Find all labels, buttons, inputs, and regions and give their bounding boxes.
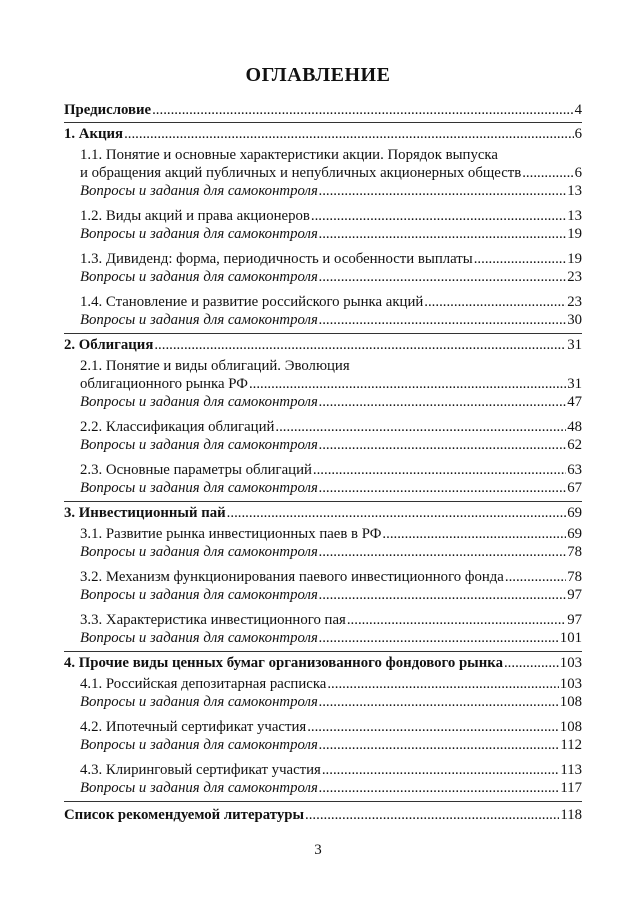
toc-subsection-label: 1.3. Дивиденд: форма, периодичность и особенности выплаты — [80, 251, 473, 267]
leader-dots — [319, 543, 566, 561]
toc-row-subsection[interactable] — [80, 164, 582, 182]
toc-subsection-page: 113 — [560, 762, 582, 778]
toc-subsection-label: 4.2. Ипотечный сертификат участия — [80, 719, 307, 735]
toc-row-questions[interactable] — [80, 436, 582, 454]
leader-dots — [154, 336, 566, 354]
toc-subsection-line1[interactable]: 2.1. Понятие и виды облигаций. Эволюция — [80, 358, 350, 374]
toc-subsection-page: 6 — [574, 165, 582, 181]
toc-row-subsection[interactable] — [80, 418, 582, 436]
toc-row-subsection[interactable] — [80, 250, 582, 268]
toc-subsection-label: 3.3. Характеристика инвестиционного пая — [80, 612, 346, 628]
table-of-contents — [64, 99, 582, 827]
toc-section-page: 31 — [567, 337, 582, 353]
leader-dots — [319, 479, 566, 497]
leader-dots — [424, 293, 566, 311]
toc-section-3 — [64, 502, 582, 652]
leader-dots — [504, 654, 559, 672]
toc-subsection-page: 78 — [567, 569, 582, 585]
toc-subsection-label: облигационного рынка РФ — [80, 376, 248, 392]
toc-questions-page: 62 — [567, 437, 582, 453]
toc-row-subsection[interactable] — [80, 718, 582, 736]
toc-row-subsection[interactable] — [80, 611, 582, 629]
toc-section-label: 4. Прочие виды ценных бумаг организованного фондового рынка — [64, 655, 503, 671]
toc-questions-label: Вопросы и задания для самоконтроля — [80, 694, 318, 710]
toc-row-preface[interactable] — [64, 99, 582, 122]
toc-subsection-line1[interactable]: 1.1. Понятие и основные характеристики акции. Порядок выпуска — [80, 147, 498, 163]
toc-row-subsection[interactable] — [80, 761, 582, 779]
toc-row-questions[interactable] — [80, 225, 582, 243]
toc-section-page: 69 — [567, 505, 582, 521]
toc-row-subsection[interactable] — [80, 675, 582, 693]
toc-row-questions[interactable] — [80, 629, 582, 647]
toc-row-questions[interactable] — [80, 736, 582, 754]
toc-section-2 — [64, 334, 582, 502]
leader-dots — [319, 311, 566, 329]
toc-questions-page: 112 — [560, 737, 582, 753]
toc-subsection-label: 3.1. Развитие рынка инвестиционных паев в РФ — [80, 526, 382, 542]
toc-section-label: 2. Облигация — [64, 337, 154, 353]
leader-dots — [319, 182, 566, 200]
toc-subsection-label: 2.2. Классификация облигаций — [80, 419, 275, 435]
toc-questions-label: Вопросы и задания для самоконтроля — [80, 544, 318, 560]
toc-questions-page: 47 — [567, 394, 582, 410]
toc-literature-page: 118 — [560, 807, 582, 823]
toc-row-section-3[interactable] — [64, 502, 582, 525]
leader-dots — [319, 225, 566, 243]
toc-questions-label: Вопросы и задания для самоконтроля — [80, 312, 318, 328]
toc-questions-label: Вопросы и задания для самоконтроля — [80, 737, 318, 753]
toc-subsection-1-4 — [80, 293, 582, 333]
leader-dots — [249, 375, 566, 393]
toc-subsection-page: 31 — [567, 376, 582, 392]
toc-questions-label: Вопросы и задания для самоконтроля — [80, 394, 318, 410]
toc-row-questions[interactable] — [80, 693, 582, 711]
toc-questions-label: Вопросы и задания для самоконтроля — [80, 780, 318, 796]
toc-row-section-1[interactable] — [64, 123, 582, 146]
toc-subsection-label: 4.1. Российская депозитарная расписка — [80, 676, 327, 692]
toc-questions-label: Вопросы и задания для самоконтроля — [80, 226, 318, 242]
toc-row-literature[interactable] — [64, 804, 582, 827]
leader-dots — [322, 761, 560, 779]
leader-dots — [327, 675, 558, 693]
toc-row-questions[interactable] — [80, 268, 582, 286]
toc-row-section-2[interactable] — [64, 334, 582, 357]
toc-subsection-3-2 — [80, 568, 582, 608]
toc-row-questions[interactable] — [80, 479, 582, 497]
toc-questions-page: 117 — [560, 780, 582, 796]
leader-dots — [227, 504, 567, 522]
toc-preface — [64, 99, 582, 123]
toc-row-questions[interactable] — [80, 586, 582, 604]
toc-subsection-3-1 — [80, 525, 582, 565]
toc-questions-label: Вопросы и задания для самоконтроля — [80, 183, 318, 199]
leader-dots — [275, 418, 566, 436]
toc-subsection-label: 4.3. Клиринговый сертификат участия — [80, 762, 321, 778]
toc-preface-label: Предисловие — [64, 102, 152, 118]
toc-subsection-page: 63 — [567, 462, 582, 478]
toc-subsection-label: 3.2. Механизм функционирования паевого инвестиционного фонда — [80, 569, 504, 585]
leader-dots — [319, 736, 559, 754]
toc-questions-page: 97 — [567, 587, 582, 603]
toc-row-questions[interactable] — [80, 779, 582, 797]
toc-row-subsection[interactable] — [80, 461, 582, 479]
leader-dots — [124, 125, 574, 143]
toc-questions-page: 101 — [559, 630, 582, 646]
toc-subsection-page: 69 — [567, 526, 582, 542]
toc-subsection-1-3 — [80, 250, 582, 290]
toc-questions-page: 13 — [567, 183, 582, 199]
toc-section-label: 3. Инвестиционный пай — [64, 505, 226, 521]
toc-row-subsection[interactable] — [80, 207, 582, 225]
toc-preface-page: 4 — [574, 102, 582, 118]
toc-subsection-page: 13 — [567, 208, 582, 224]
toc-row-subsection[interactable] — [80, 293, 582, 311]
toc-subsection-1-1 — [80, 146, 582, 204]
toc-questions-page: 67 — [567, 480, 582, 496]
leader-dots — [313, 461, 566, 479]
toc-questions-label: Вопросы и задания для самоконтроля — [80, 437, 318, 453]
toc-row-questions[interactable] — [80, 311, 582, 329]
toc-questions-label: Вопросы и задания для самоконтроля — [80, 269, 318, 285]
toc-questions-label: Вопросы и задания для самоконтроля — [80, 480, 318, 496]
leader-dots — [319, 268, 566, 286]
leader-dots — [319, 393, 566, 411]
toc-row-questions[interactable] — [80, 543, 582, 561]
toc-row-section-4[interactable] — [64, 652, 582, 675]
toc-subsection-4-3 — [80, 761, 582, 801]
toc-subsection-label: 1.2. Виды акций и права акционеров — [80, 208, 310, 224]
toc-literature-label: Список рекомендуемой литературы — [64, 807, 305, 823]
toc-section-1 — [64, 123, 582, 334]
leader-dots — [319, 693, 559, 711]
toc-subsection-2-3 — [80, 461, 582, 501]
toc-questions-label: Вопросы и задания для самоконтроля — [80, 587, 318, 603]
toc-section-label: 1. Акция — [64, 126, 124, 142]
toc-subsection-4-2 — [80, 718, 582, 758]
toc-literature — [64, 802, 582, 827]
toc-row-subsection[interactable] — [80, 525, 582, 543]
toc-subsection-label: 1.4. Становление и развитие российского рынка акций — [80, 294, 424, 310]
toc-subsection-4-1 — [80, 675, 582, 715]
leader-dots — [319, 629, 559, 647]
toc-subsection-3-3 — [80, 611, 582, 651]
toc-subsection-page: 19 — [567, 251, 582, 267]
toc-subsection-page: 97 — [567, 612, 582, 628]
leader-dots — [474, 250, 566, 268]
toc-questions-label: Вопросы и задания для самоконтроля — [80, 630, 318, 646]
leader-dots — [305, 806, 559, 824]
toc-title: ОГЛАВЛЕНИЕ — [245, 64, 391, 86]
page-number: 3 — [314, 842, 322, 858]
leader-dots — [522, 164, 573, 182]
leader-dots — [307, 718, 559, 736]
leader-dots — [319, 779, 559, 797]
toc-questions-page: 30 — [567, 312, 582, 328]
toc-subsection-page: 103 — [559, 676, 582, 692]
toc-subsection-1-2 — [80, 207, 582, 247]
toc-subsection-page: 48 — [567, 419, 582, 435]
toc-subsection-page: 108 — [559, 719, 582, 735]
toc-subsection-label: 2.3. Основные параметры облигаций — [80, 462, 312, 478]
toc-section-page: 6 — [574, 126, 582, 142]
toc-row-questions[interactable] — [80, 393, 582, 411]
toc-subsection-label: и обращения акций публичных и непубличных акционерных обществ — [80, 165, 522, 181]
toc-row-subsection[interactable] — [80, 375, 582, 393]
toc-subsection-2-1 — [80, 357, 582, 415]
leader-dots — [382, 525, 566, 543]
leader-dots — [319, 436, 566, 454]
toc-questions-page: 78 — [567, 544, 582, 560]
toc-questions-page: 23 — [567, 269, 582, 285]
leader-dots — [505, 568, 566, 586]
toc-section-4 — [64, 652, 582, 802]
toc-questions-page: 108 — [559, 694, 582, 710]
toc-row-questions[interactable] — [80, 182, 582, 200]
leader-dots — [152, 101, 573, 119]
leader-dots — [319, 586, 566, 604]
toc-questions-page: 19 — [567, 226, 582, 242]
toc-subsection-page: 23 — [567, 294, 582, 310]
leader-dots — [311, 207, 566, 225]
toc-subsection-2-2 — [80, 418, 582, 458]
toc-section-page: 103 — [559, 655, 582, 671]
leader-dots — [347, 611, 566, 629]
toc-row-subsection[interactable] — [80, 568, 582, 586]
